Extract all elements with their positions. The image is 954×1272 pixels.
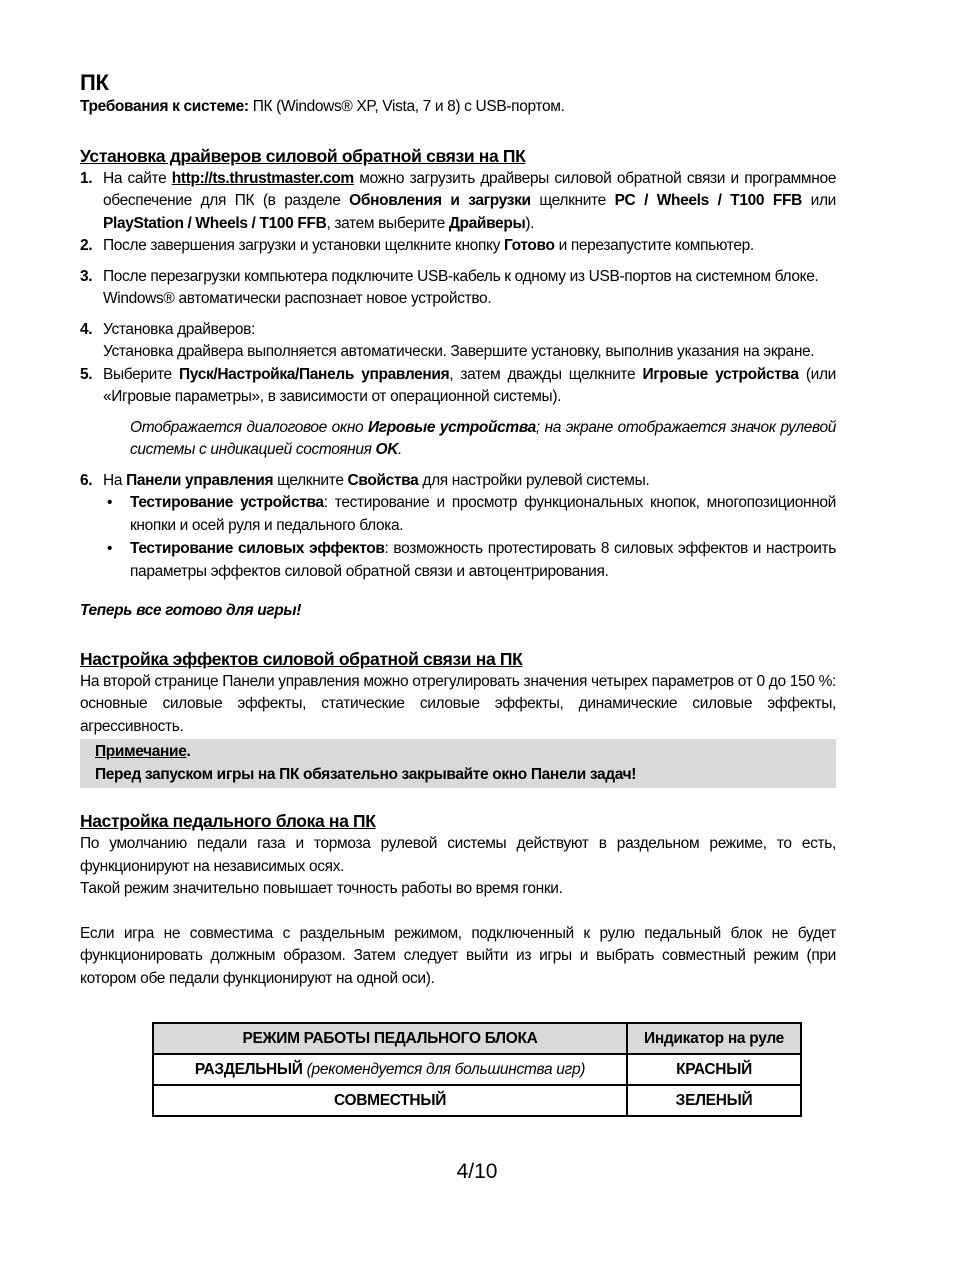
page-number: 4/10 xyxy=(456,1160,498,1183)
step-number: 6. xyxy=(80,471,93,489)
bullet-dot-icon: • xyxy=(107,540,113,557)
table-header-row xyxy=(153,1023,801,1054)
step-3: 3. После перезагрузки компьютера подключите USB-кабель к одному из USB-портов на системном блоке. Windows® автоматически распознает новое устройство. xyxy=(80,267,819,307)
pedals-text-3: Если игра не совместима с раздельным режимом, подключенный к рулю педальный блок не будет функционировать должным образом. Затем следует выйти из игры и выбрать совместный режим (при котором обе педали функционируют на одной оси). xyxy=(80,924,836,987)
step-5: 5. Выберите Пуск/Настройка/Панель управления, затем дважды щелкните Игровые устройства (или «Игровые параметры», в зависимости от операционной системы). xyxy=(80,365,836,405)
properties-bullets xyxy=(80,492,836,583)
table-header-mode: РЕЖИМ РАБОТЫ ПЕДАЛЬНОГО БЛОКА xyxy=(153,1023,627,1054)
step-5-note: Отображается диалоговое окно Игровые устройства; на экране отображается значок рулевой системы с индикацией состояния OK. xyxy=(130,418,836,458)
mode-cell: РАЗДЕЛЬНЫЙ (рекомендуется для большинства игр) xyxy=(153,1054,627,1085)
mode-cell: СОВМЕСТНЫЙ xyxy=(153,1085,627,1116)
step-number: 4. xyxy=(80,320,93,338)
requirements-label: Требования к системе: xyxy=(80,98,249,115)
bullet-device-test: • Тестирование устройства: тестирование и просмотр функциональных кнопок, многопозиционной кнопки и осей руля и педального блока. xyxy=(107,494,836,534)
step-number: 2. xyxy=(80,237,93,254)
step-6: 6. На Панели управления щелкните Свойства для настройки рулевой системы. xyxy=(80,470,836,493)
note-label: Примечание xyxy=(95,743,187,760)
install-heading: Установка драйверов силовой обратной связи на ПК xyxy=(80,145,526,166)
led-cell: КРАСНЫЙ xyxy=(627,1054,801,1085)
document-page xyxy=(80,70,836,990)
pedals-heading: Настройка педального блока на ПК xyxy=(80,811,376,831)
led-cell: ЗЕЛЕНЫЙ xyxy=(627,1085,801,1116)
effects-heading: Настройка эффектов силовой обратной связи на ПК xyxy=(80,648,523,669)
install-steps-continued xyxy=(80,470,836,493)
note-text: Перед запуском игры на ПК обязательно закрывайте окно Панели задач! xyxy=(95,766,637,783)
requirements-text: ПК (Windows® XP, Vista, 7 и 8) с USB-портом. xyxy=(252,98,565,115)
table-row xyxy=(153,1054,801,1085)
effects-text: На второй странице Панели управления можно отрегулировать значения четырех параметров от 0 до 150 %: основные силовые эффекты, статические силовые эффекты, динамические силовые эффекты, агрессивность. xyxy=(80,672,836,735)
bullet-dot-icon: • xyxy=(107,494,113,511)
step-number: 3. xyxy=(80,267,93,285)
bullet-force-test: • Тестирование силовых эффектов: возможность протестировать 8 силовых эффектов и настроить параметры эффектов силовой обратной связи и автоцентрирования. xyxy=(107,540,836,580)
step-number: 5. xyxy=(80,365,93,383)
install-steps xyxy=(80,168,836,409)
step-2: 2. После завершения загрузки и установки щелкните кнопку Готово и перезапустите компьютер. xyxy=(80,235,836,258)
pedal-mode-table xyxy=(152,1022,802,1117)
step-1: 1. На сайте http://ts.thrustmaster.com можно загрузить драйверы силовой обратной связи и программное обеспечение для ПК (в разделе Обновления и загрузки щелкните PC / Wheels / T100 FFB или PlayStation / Wheels / T100 FFB, затем выберите Драйверы). xyxy=(80,169,836,232)
system-requirements xyxy=(80,96,836,119)
step-number: 1. xyxy=(80,169,93,187)
thrustmaster-link[interactable]: http://ts.thrustmaster.com xyxy=(171,169,354,187)
step-4: 4. Установка драйверов: Установка драйвера выполняется автоматически. Завершите установку, выполнив указания на экране. xyxy=(80,320,815,360)
note-box: Примечание. Перед запуском игры на ПК обязательно закрывайте окно Панели задач! xyxy=(80,739,836,788)
pedals-text-2: Такой режим значительно повышает точность работы во время гонки. xyxy=(80,880,563,897)
page-title: ПК xyxy=(80,70,109,95)
table-header-led: Индикатор на руле xyxy=(627,1023,801,1054)
pedals-text-1: По умолчанию педали газа и тормоза рулевой системы действуют в раздельном режиме, то есть, функционируют на независимых осях. xyxy=(80,835,836,875)
table-row xyxy=(153,1085,801,1116)
ready-text: Теперь все готово для игры! xyxy=(80,602,302,619)
